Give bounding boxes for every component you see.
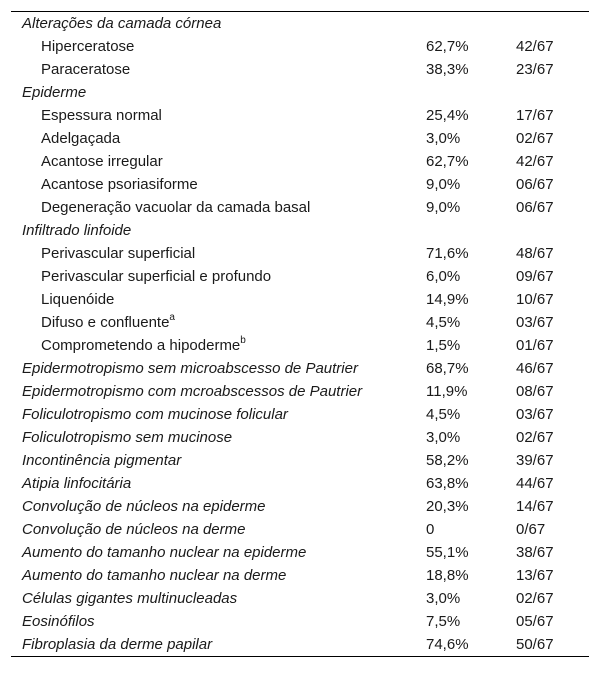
row-label-text: Infiltrado linfoide — [22, 222, 132, 239]
percentage-cell: 58,2% — [426, 452, 469, 469]
row-label-text: Epiderme — [22, 84, 87, 101]
table-row — [11, 564, 589, 587]
row-label-text: Células gigantes multinucleadas — [22, 590, 238, 607]
table-row — [11, 426, 589, 449]
row-label-text: Adelgaçada — [41, 130, 121, 147]
row-label — [41, 173, 198, 196]
row-label — [22, 495, 266, 518]
table-row — [11, 127, 589, 150]
row-label — [22, 449, 181, 472]
row-label-text: Perivascular superficial — [41, 245, 196, 262]
table-row — [11, 449, 589, 472]
percentage-cell: 4,5% — [426, 406, 461, 423]
row-label-text: Difuso e confluente — [41, 314, 170, 331]
row-label — [22, 403, 288, 426]
row-label — [41, 35, 134, 58]
percentage-cell: 62,7% — [426, 153, 469, 170]
row-label-text: Degeneração vacuolar da camada basal — [41, 199, 311, 216]
table-row — [11, 633, 589, 656]
count-cell: 10/67 — [516, 291, 554, 308]
row-label — [22, 541, 306, 564]
table-row — [11, 541, 589, 564]
table-row — [11, 610, 589, 633]
row-label — [22, 633, 212, 656]
percentage-cell: 63,8% — [426, 475, 469, 492]
row-label — [41, 104, 162, 127]
count-cell: 03/67 — [516, 314, 554, 331]
count-cell: 06/67 — [516, 176, 554, 193]
count-cell: 0/67 — [516, 521, 546, 538]
row-label — [22, 472, 131, 495]
table-row — [11, 518, 589, 541]
row-label-text: Aumento do tamanho nuclear na epiderme — [22, 544, 307, 561]
row-label-text: Paraceratose — [41, 61, 131, 78]
count-cell: 02/67 — [516, 590, 554, 607]
footnote-marker: a — [169, 312, 175, 323]
count-cell: 17/67 — [516, 107, 554, 124]
table-row — [11, 311, 589, 334]
count-cell: 42/67 — [516, 153, 554, 170]
row-label-text: Atipia linfocitária — [22, 475, 132, 492]
count-cell: 44/67 — [516, 475, 554, 492]
row-label — [41, 150, 163, 173]
percentage-cell: 25,4% — [426, 107, 469, 124]
percentage-cell: 7,5% — [426, 613, 461, 630]
row-label — [41, 127, 120, 150]
row-label — [22, 357, 358, 380]
percentage-cell: 3,0% — [426, 429, 461, 446]
percentage-cell: 1,5% — [426, 337, 461, 354]
count-cell: 50/67 — [516, 636, 554, 653]
count-cell: 02/67 — [516, 429, 554, 446]
table-row — [11, 265, 589, 288]
row-label-text: Epidermotropismo sem microabscesso de Pautrier — [22, 360, 358, 377]
percentage-cell: 20,3% — [426, 498, 469, 515]
row-label-text: Foliculotropismo com mucinose folicular — [22, 406, 288, 423]
table-row — [11, 242, 589, 265]
row-label-text: Convolução de núcleos na derme — [22, 521, 246, 538]
count-cell: 46/67 — [516, 360, 554, 377]
count-cell: 05/67 — [516, 613, 554, 630]
row-label-text: Fibroplasia da derme papilar — [22, 636, 213, 653]
percentage-cell: 74,6% — [426, 636, 469, 653]
row-label-text: Comprometendo a hipoderme — [41, 337, 241, 354]
count-cell: 48/67 — [516, 245, 554, 262]
row-label — [22, 610, 95, 633]
row-label-text: Hiperceratose — [41, 38, 135, 55]
percentage-cell: 71,6% — [426, 245, 469, 262]
count-cell: 06/67 — [516, 199, 554, 216]
row-label — [22, 12, 221, 35]
count-cell: 09/67 — [516, 268, 554, 285]
count-cell: 02/67 — [516, 130, 554, 147]
table-row — [11, 587, 589, 610]
row-label — [22, 219, 131, 242]
count-cell: 01/67 — [516, 337, 554, 354]
percentage-cell: 3,0% — [426, 590, 461, 607]
row-label-text: Acantose psoriasiforme — [41, 176, 198, 193]
table-row — [11, 12, 589, 35]
count-cell: 03/67 — [516, 406, 554, 423]
row-label-text: Incontinência pigmentar — [22, 452, 182, 469]
percentage-cell: 68,7% — [426, 360, 469, 377]
table-row — [11, 357, 589, 380]
table-row — [11, 288, 589, 311]
table-row — [11, 196, 589, 219]
table-row — [11, 104, 589, 127]
percentage-cell: 3,0% — [426, 130, 461, 147]
row-label-text: Foliculotropismo sem mucinose — [22, 429, 233, 446]
table-row — [11, 403, 589, 426]
row-label — [41, 334, 246, 357]
row-label-text: Alterações da camada córnea — [22, 15, 222, 32]
row-label — [22, 518, 245, 541]
count-cell: 42/67 — [516, 38, 554, 55]
row-label — [41, 311, 175, 334]
table-row — [11, 495, 589, 518]
row-label-text: Aumento do tamanho nuclear na derme — [22, 567, 287, 584]
footnote-marker: b — [240, 335, 246, 346]
count-cell: 14/67 — [516, 498, 554, 515]
table-row — [11, 150, 589, 173]
row-label — [41, 58, 130, 81]
row-label — [41, 242, 195, 265]
row-label — [41, 265, 271, 288]
percentage-cell: 9,0% — [426, 176, 461, 193]
count-cell: 39/67 — [516, 452, 554, 469]
percentage-cell: 62,7% — [426, 38, 469, 55]
row-label — [41, 288, 114, 311]
table-row — [11, 380, 589, 403]
row-label — [22, 81, 86, 104]
percentage-cell: 0 — [426, 521, 435, 538]
row-label — [22, 564, 286, 587]
table-row — [11, 81, 589, 104]
count-cell: 13/67 — [516, 567, 554, 584]
row-label-text: Acantose irregular — [41, 153, 163, 170]
row-label — [41, 196, 310, 219]
percentage-cell: 11,9% — [426, 383, 468, 400]
row-label-text: Eosinófilos — [22, 613, 95, 630]
histology-table — [11, 11, 589, 657]
table-row — [11, 472, 589, 495]
row-label-text: Liquenóide — [41, 291, 115, 308]
percentage-cell: 18,8% — [426, 567, 469, 584]
percentage-cell: 55,1% — [426, 544, 469, 561]
row-label — [22, 587, 237, 610]
row-label-text: Espessura normal — [41, 107, 162, 124]
table-row — [11, 173, 589, 196]
table-row — [11, 219, 589, 242]
percentage-cell: 6,0% — [426, 268, 461, 285]
table-row — [11, 35, 589, 58]
count-cell: 23/67 — [516, 61, 554, 78]
percentage-cell: 9,0% — [426, 199, 461, 216]
percentage-cell: 38,3% — [426, 61, 469, 78]
row-label — [22, 426, 232, 449]
count-cell: 38/67 — [516, 544, 554, 561]
row-label — [22, 380, 362, 403]
table-row — [11, 334, 589, 357]
row-label-text: Epidermotropismo com mcroabscessos de Pautrier — [22, 383, 363, 400]
percentage-cell: 14,9% — [426, 291, 469, 308]
percentage-cell: 4,5% — [426, 314, 461, 331]
row-label-text: Convolução de núcleos na epiderme — [22, 498, 266, 515]
row-label-text: Perivascular superficial e profundo — [41, 268, 272, 285]
count-cell: 08/67 — [516, 383, 554, 400]
table-row — [11, 58, 589, 81]
